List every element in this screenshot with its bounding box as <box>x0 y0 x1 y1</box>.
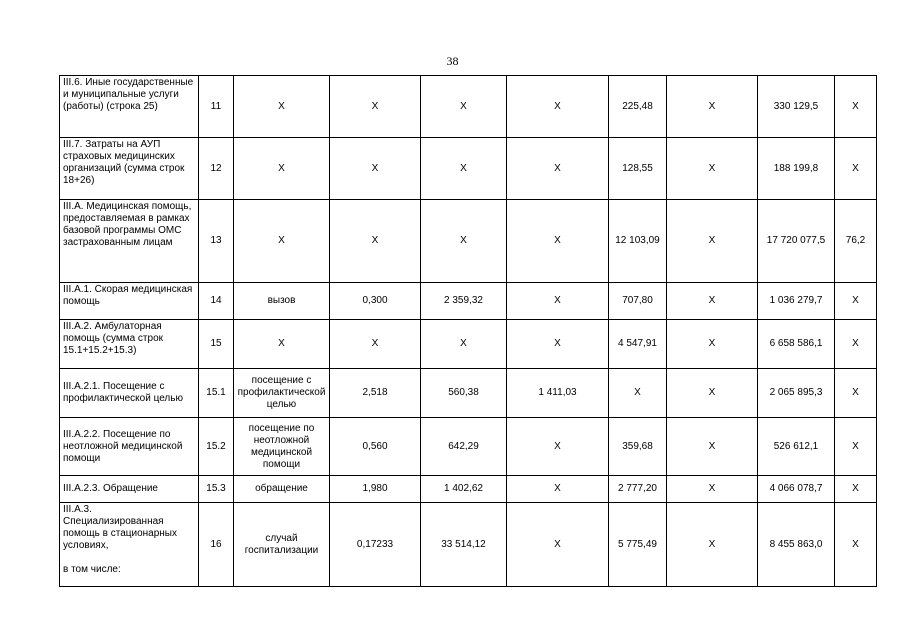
oms-total-cell: 188 199,8 <box>758 138 835 200</box>
oms-total-cell: 526 612,1 <box>758 418 835 476</box>
table-row <box>60 138 877 200</box>
budget-total-cell: Х <box>667 418 758 476</box>
cost-cell: Х <box>421 200 507 283</box>
budget-per-capita-cell: Х <box>507 283 609 320</box>
budget-total-cell: Х <box>667 476 758 503</box>
row-name-extra: в том числе: <box>63 564 121 575</box>
unit-cell: Х <box>234 320 330 369</box>
oms-total-cell: 330 129,5 <box>758 76 835 138</box>
oms-per-capita-cell: 2 777,20 <box>609 476 667 503</box>
row-name: III.А.2.2. Посещение по неотложной медицинской помощи <box>60 418 199 476</box>
row-number: 12 <box>199 138 234 200</box>
cost-cell: Х <box>421 320 507 369</box>
oms-per-capita-cell: 4 547,91 <box>609 320 667 369</box>
cost-cell: 642,29 <box>421 418 507 476</box>
budget-per-capita-cell: Х <box>507 76 609 138</box>
page-number: 38 <box>446 54 459 68</box>
row-number: 15.3 <box>199 476 234 503</box>
budget-total-cell: Х <box>667 200 758 283</box>
budget-total-cell: Х <box>667 138 758 200</box>
cost-cell: 560,38 <box>421 369 507 418</box>
budget-per-capita-cell: Х <box>507 418 609 476</box>
oms-per-capita-cell: 225,48 <box>609 76 667 138</box>
unit-cell: Х <box>234 200 330 283</box>
budget-per-capita-cell: Х <box>507 138 609 200</box>
oms-per-capita-cell: 359,68 <box>609 418 667 476</box>
cost-cell: 2 359,32 <box>421 283 507 320</box>
budget-per-capita-cell: 1 411,03 <box>507 369 609 418</box>
cost-cell: Х <box>421 138 507 200</box>
oms-total-cell: 6 658 586,1 <box>758 320 835 369</box>
name-spacer <box>63 552 195 564</box>
row-name: III.6. Иные государственные и муниципальные услуги (работы) (строка 25) <box>60 76 199 138</box>
row-number: 15.1 <box>199 369 234 418</box>
oms-per-capita-cell: 128,55 <box>609 138 667 200</box>
unit-cell: обращение <box>234 476 330 503</box>
oms-total-cell: 17 720 077,5 <box>758 200 835 283</box>
share-cell: Х <box>835 320 877 369</box>
share-cell: Х <box>835 418 877 476</box>
financing-table <box>59 75 877 587</box>
unit-cell: Х <box>234 138 330 200</box>
oms-total-cell: 1 036 279,7 <box>758 283 835 320</box>
row-name: III.А.3. Специализированная помощь в стационарных условиях, <box>63 504 177 551</box>
row-name: III.А.2.1. Посещение с профилактической целью <box>60 369 199 418</box>
share-cell: Х <box>835 476 877 503</box>
budget-per-capita-cell: Х <box>507 503 609 587</box>
row-name: III.А.1. Скорая медицинская помощь <box>60 283 199 320</box>
share-cell: Х <box>835 369 877 418</box>
cost-cell: 33 514,12 <box>421 503 507 587</box>
budget-per-capita-cell: Х <box>507 476 609 503</box>
oms-per-capita-cell: Х <box>609 369 667 418</box>
budget-total-cell: Х <box>667 76 758 138</box>
table-row <box>60 283 877 320</box>
volume-cell: 0,560 <box>330 418 421 476</box>
table-row <box>60 320 877 369</box>
table-row <box>60 76 877 138</box>
table-row <box>60 369 877 418</box>
share-cell: Х <box>835 283 877 320</box>
row-name: III.А. Медицинская помощь, предоставляемая в рамках базовой программы ОМС застрахованным лицам <box>60 200 199 283</box>
budget-total-cell: Х <box>667 369 758 418</box>
unit-cell: вызов <box>234 283 330 320</box>
cost-cell: 1 402,62 <box>421 476 507 503</box>
volume-cell: 1,980 <box>330 476 421 503</box>
row-name: III.А.2. Амбулаторная помощь (сумма строк 15.1+15.2+15.3) <box>60 320 199 369</box>
table-row <box>60 476 877 503</box>
volume-cell: Х <box>330 320 421 369</box>
volume-cell: 2,518 <box>330 369 421 418</box>
share-cell: Х <box>835 503 877 587</box>
row-number: 15.2 <box>199 418 234 476</box>
share-cell: Х <box>835 76 877 138</box>
row-name: III.А.2.3. Обращение <box>60 476 199 503</box>
cost-cell: Х <box>421 76 507 138</box>
volume-cell: 0,17233 <box>330 503 421 587</box>
row-number: 13 <box>199 200 234 283</box>
share-cell: Х <box>835 138 877 200</box>
volume-cell: Х <box>330 138 421 200</box>
oms-per-capita-cell: 5 775,49 <box>609 503 667 587</box>
row-number: 14 <box>199 283 234 320</box>
row-number: 16 <box>199 503 234 587</box>
volume-cell: 0,300 <box>330 283 421 320</box>
row-name-cell <box>60 503 199 587</box>
budget-per-capita-cell: Х <box>507 200 609 283</box>
unit-cell: посещение по неотложной медицинской помощи <box>234 418 330 476</box>
unit-cell: случай госпитализации <box>234 503 330 587</box>
table-row <box>60 503 877 587</box>
row-number: 11 <box>199 76 234 138</box>
volume-cell: Х <box>330 76 421 138</box>
oms-total-cell: 2 065 895,3 <box>758 369 835 418</box>
unit-cell: посещение с профилактической целью <box>234 369 330 418</box>
budget-total-cell: Х <box>667 283 758 320</box>
volume-cell: Х <box>330 200 421 283</box>
oms-per-capita-cell: 707,80 <box>609 283 667 320</box>
budget-per-capita-cell: Х <box>507 320 609 369</box>
table-row <box>60 418 877 476</box>
share-cell: 76,2 <box>835 200 877 283</box>
budget-total-cell: Х <box>667 503 758 587</box>
oms-per-capita-cell: 12 103,09 <box>609 200 667 283</box>
table-row <box>60 200 877 283</box>
unit-cell: Х <box>234 76 330 138</box>
oms-total-cell: 4 066 078,7 <box>758 476 835 503</box>
row-name: III.7. Затраты на АУП страховых медицинских организаций (сумма строк 18+26) <box>60 138 199 200</box>
oms-total-cell: 8 455 863,0 <box>758 503 835 587</box>
budget-total-cell: Х <box>667 320 758 369</box>
row-number: 15 <box>199 320 234 369</box>
